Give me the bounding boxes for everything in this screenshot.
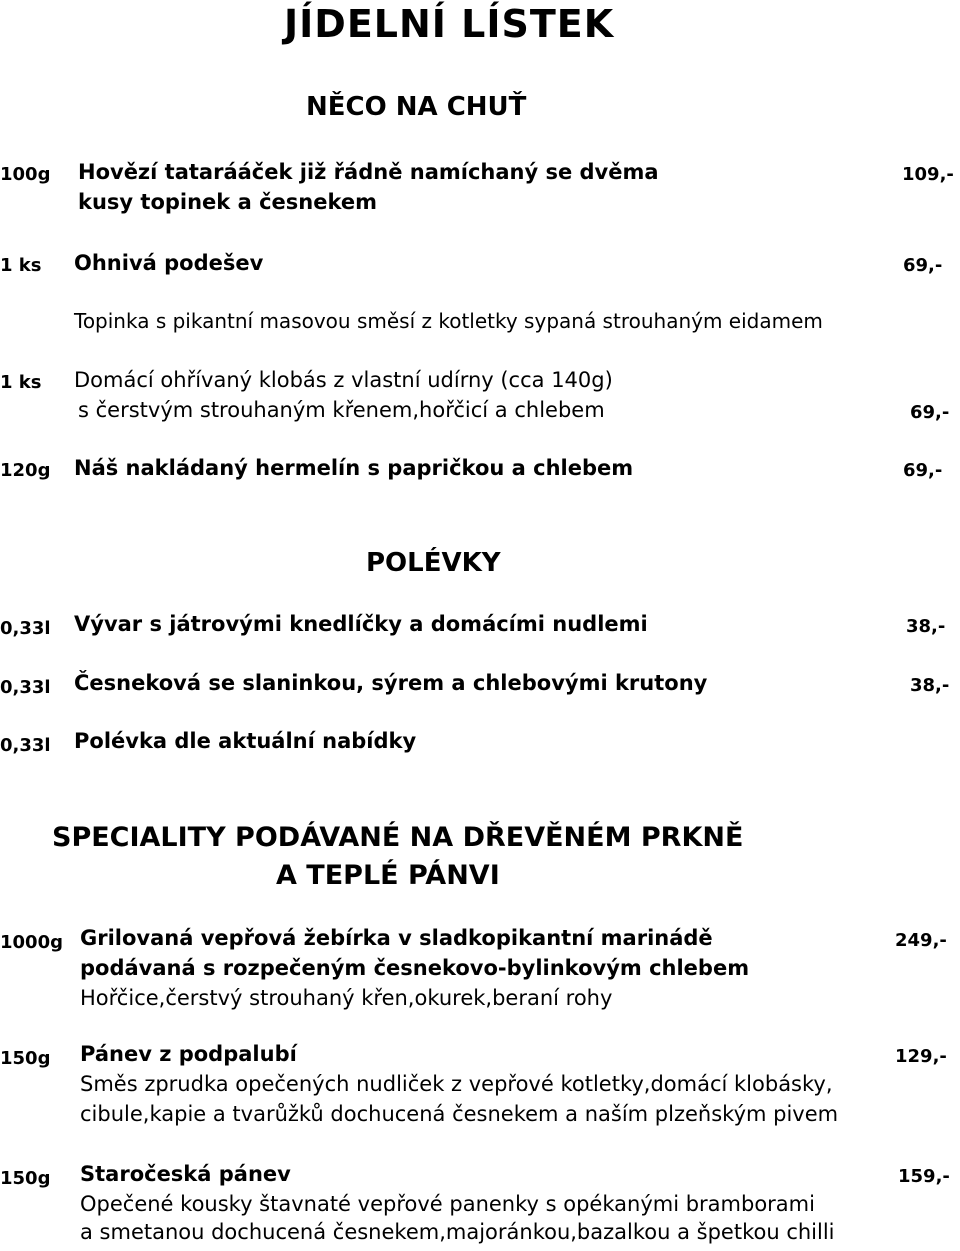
item-price: 69,- [910,402,950,423]
item-quantity: 150g [0,1168,51,1189]
item-price: 129,- [895,1046,947,1067]
item-quantity: 120g [0,460,51,481]
item-name: Domácí ohřívaný klobás z vlastní udírny (cca 140g) [74,368,613,392]
item-quantity: 1000g [0,932,63,953]
item-description: a smetanou dochucená česnekem,majoránkou,bazalkou a špetkou chilli [80,1220,835,1244]
item-name: Vývar s játrovými knedlíčky a domácími nudlemi [74,612,648,636]
item-quantity: 0,33l [0,618,51,639]
item-price: 38,- [906,616,946,637]
item-name-continued: kusy topinek a česnekem [78,190,377,214]
item-description: Topinka s pikantní masovou směsí z kotletky sypaná strouhaným eidamem [74,309,823,333]
section-heading-soups: POLÉVKY [366,548,501,578]
item-name: Česneková se slaninkou, sýrem a chlebovými krutony [74,671,708,695]
item-quantity: 100g [0,164,51,185]
item-quantity: 150g [0,1048,51,1069]
section-heading-appetizers: NĚCO NA CHUŤ [306,92,527,122]
item-price: 109,- [902,164,954,185]
page-title: JÍDELNÍ LÍSTEK [284,2,615,46]
item-description: Hořčice,čerstvý strouhaný křen,okurek,beraní rohy [80,986,613,1010]
item-quantity: 1 ks [0,372,42,393]
item-description: cibule,kapie a tvarůžků dochucená česnekem a naším plzeňským pivem [80,1102,839,1126]
section-heading-specialties-continued: A TEPLÉ PÁNVI [276,860,500,891]
item-name: Staročeská pánev [80,1162,291,1186]
item-name: Hovězí tatarááček již řádně namíchaný se dvěma [78,160,659,184]
item-price: 69,- [903,460,943,481]
item-name: Polévka dle aktuální nabídky [74,729,417,753]
item-description: Směs zprudka opečených nudliček z vepřové kotletky,domácí klobásky, [80,1072,833,1096]
item-name: Grilovaná vepřová žebírka v sladkopikantní marinádě [80,926,713,950]
item-description: Opečené kousky štavnaté vepřové panenky s opékanými bramborami [80,1192,815,1216]
item-price: 38,- [910,675,950,696]
section-heading-specialties: SPECIALITY PODÁVANÉ NA DŘEVĚNÉM PRKNĚ [52,822,744,853]
item-price: 159,- [898,1166,950,1187]
item-price: 249,- [895,930,947,951]
item-price: 69,- [903,255,943,276]
item-quantity: 0,33l [0,735,51,756]
item-quantity: 1 ks [0,255,42,276]
item-name-continued: s čerstvým strouhaným křenem,hořčicí a chlebem [78,398,605,422]
item-name: Náš nakládaný hermelín s papričkou a chlebem [74,456,634,480]
item-name: Pánev z podpalubí [80,1042,297,1066]
item-name: Ohnivá podešev [74,251,264,275]
item-description: podávaná s rozpečeným česnekovo-bylinkovým chlebem [80,956,750,980]
item-quantity: 0,33l [0,677,51,698]
